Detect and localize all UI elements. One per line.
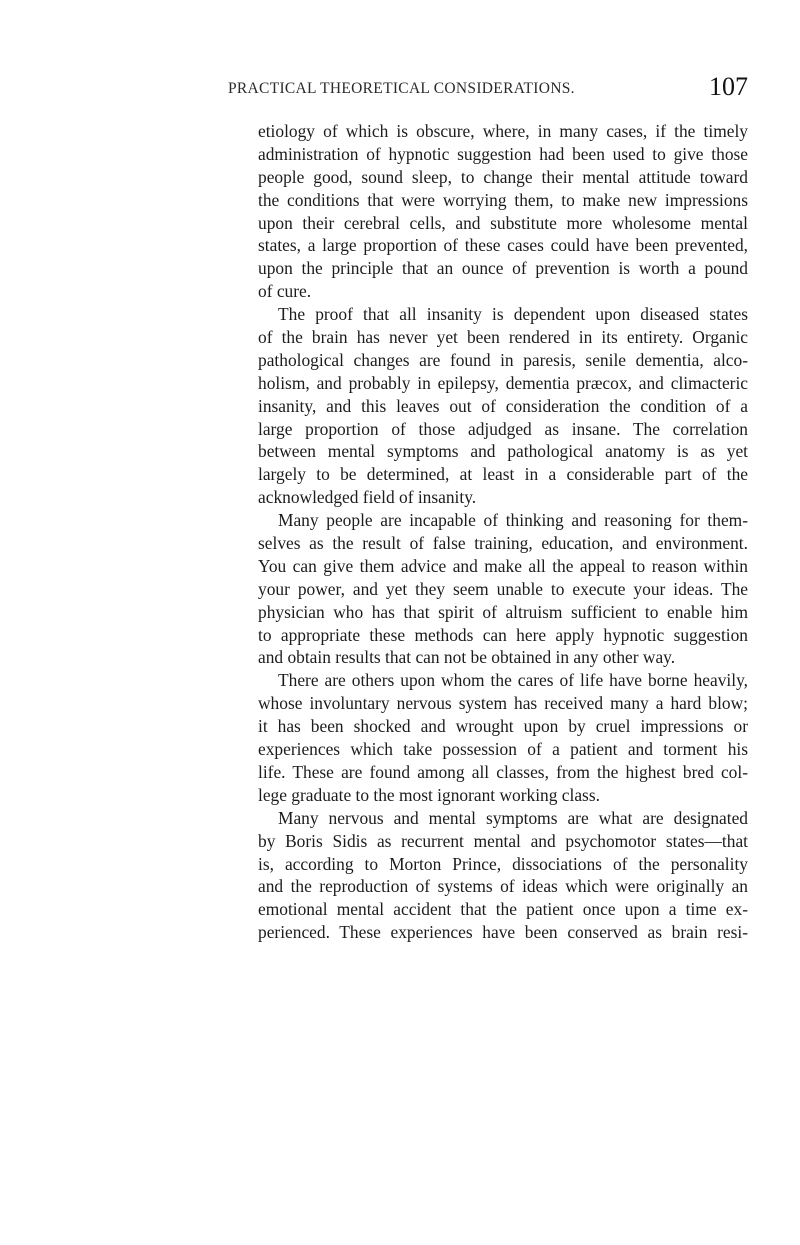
text-line: experiences which take possession of a patient and torment his (258, 739, 748, 760)
text-line: large proportion of those adjudged as insane. The correlation (258, 418, 748, 439)
text-line: There are others upon whom the cares of life have borne heavily, (278, 670, 748, 691)
text-line: You can give them advice and make all the appeal to reason within (258, 555, 748, 576)
running-title: PRACTICAL THEORETICAL CONSIDERATIONS. (228, 80, 575, 97)
text-line: selves as the result of false training, education, and environment. (258, 533, 748, 554)
text-line: holism, and probably in epilepsy, dementia præcox, and climacteric (258, 372, 748, 393)
text-line: emotional mental accident that the patient once upon a time ex- (258, 899, 748, 920)
text-line: between mental symptoms and pathological anatomy is as yet (258, 441, 748, 462)
text-line: is, according to Morton Prince, dissociations of the personality (258, 853, 748, 874)
text-line: by Boris Sidis as recurrent mental and psychomotor states—that (258, 830, 748, 851)
text-line: and obtain results that can not be obtained in any other way. (258, 647, 676, 668)
text-line: The proof that all insanity is dependent upon diseased states (278, 304, 748, 325)
text-line: upon the principle that an ounce of prevention is worth a pound (258, 258, 748, 279)
text-line: upon their cerebral cells, and substitute more wholesome mental (258, 212, 748, 233)
text-line: physician who has that spirit of altruism sufficient to enable him (258, 601, 748, 622)
text-line: administration of hypnotic suggestion had been used to give those (258, 143, 748, 164)
text-line: to appropriate these methods can here apply hypnotic suggestion (258, 624, 748, 645)
text-line: lege graduate to the most ignorant working class. (258, 784, 600, 805)
text-line: life. These are found among all classes, from the highest bred col- (258, 761, 748, 782)
body-text (258, 120, 748, 944)
text-line: insanity, and this leaves out of consideration the condition of a (258, 395, 748, 416)
text-line: perienced. These experiences have been conserved as brain resi- (258, 922, 748, 943)
text-line: etiology of which is obscure, where, in many cases, if the timely (258, 121, 748, 141)
page-number: 107 (709, 72, 748, 101)
text-line: it has been shocked and wrought upon by cruel impressions or (258, 716, 748, 737)
running-head (228, 72, 748, 112)
text-line: pathological changes are found in paresis, senile dementia, alco- (258, 349, 748, 370)
text-line: and the reproduction of systems of ideas which were originally an (258, 876, 748, 897)
text-line: the conditions that were worrying them, to make new impressions (258, 189, 748, 210)
text-line: of cure. (258, 281, 312, 302)
text-line: whose involuntary nervous system has received many a hard blow; (258, 693, 748, 714)
text-line: Many people are incapable of thinking and reasoning for them- (278, 510, 748, 531)
text-line: Many nervous and mental symptoms are what are designated (278, 807, 748, 828)
text-line: acknowledged field of insanity. (258, 487, 477, 508)
text-line: of the brain has never yet been rendered in its entirety. Organic (258, 327, 748, 348)
text-line: your power, and yet they seem unable to execute your ideas. The (258, 578, 748, 599)
text-line: largely to be determined, at least in a considerable part of the (258, 464, 748, 485)
text-line: states, a large proportion of these cases could have been prevented, (258, 235, 748, 256)
text-line: people good, sound sleep, to change their mental attitude toward (258, 166, 748, 187)
